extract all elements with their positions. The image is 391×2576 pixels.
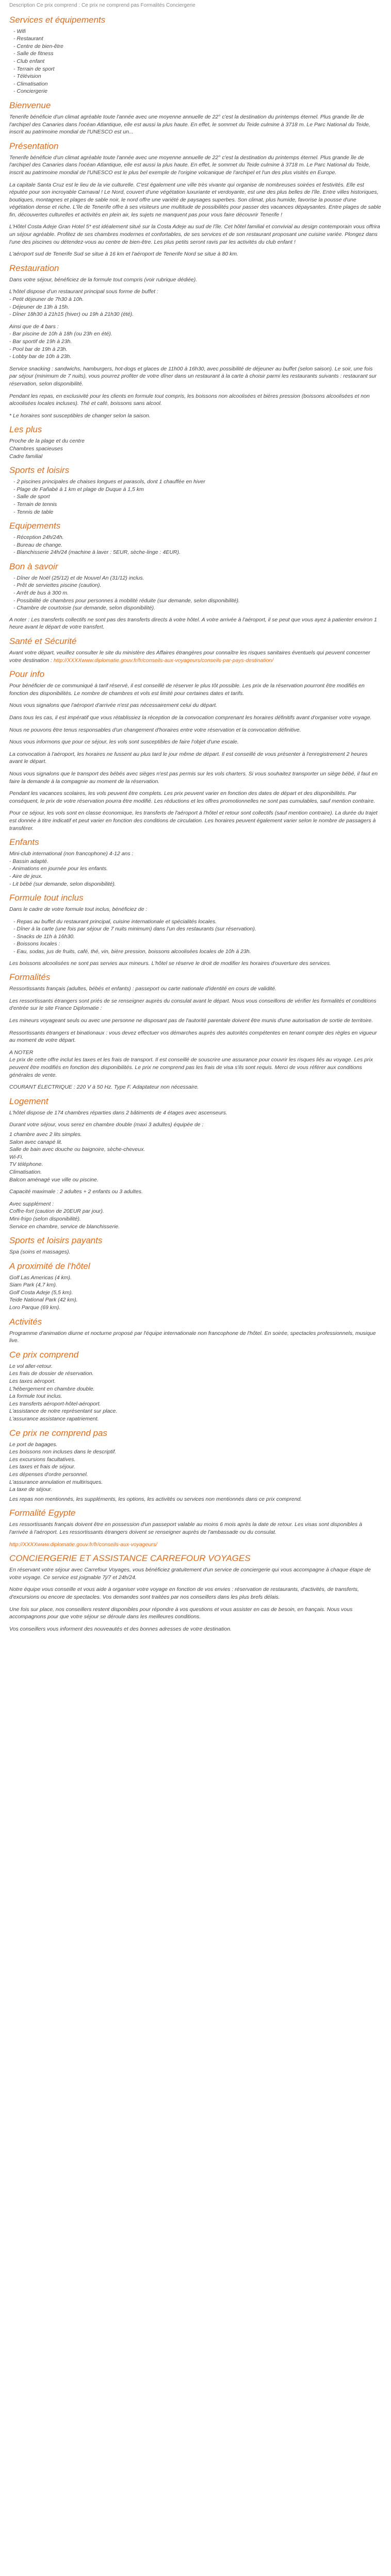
restauration-text: Service snacking : sandwichs, hamburgers, hot-dogs et glaces de 11h00 à 16h30, avec possibilité de déjeuner au buffet (selon saison). Le soir, une fois par séjour (minimum de 7 nuits), vous pourrez profiter de votre dîner dans un restaurant à la carte à choisir parmi les restaurants suivants : restaurant sur réservation, selon disponibilité. (9, 365, 377, 387)
prixcomprend-item: Les frais de dossier de réservation. (9, 1370, 94, 1377)
sports-item: - Salle de sport (13, 493, 382, 501)
bonsavoir-item: - Dîner de Noël (25/12) et de Nouvel An (31/12) inclus. (13, 574, 382, 582)
sante-text-body: Avant votre départ, veuillez consulter le site du ministère des Affaires étrangères pour connaître les risques sanitaires éventuels qui peuvent concerner votre destination : (9, 650, 370, 664)
section-title-plus: Les plus (9, 425, 42, 435)
formalites-paragraph: Ressortissants étrangers et binationaux : vous devez effectuer vos démarches auprès des autorités compétentes en tenant compte des règles en vigueur au moment de votre départ. (9, 1029, 377, 1044)
conciergerie-paragraph: En réservant votre séjour avec Carrefour Voyages, vous bénéficiez gratuitement d'un service de conciergerie qui vous accompagne à chaque étape de votre voyage. Ce service est joignable 7j/7 et 24h/24. (9, 1567, 371, 1581)
logement-item: Salle de bain avec douche ou baignoire, sèche-cheveux. (9, 1146, 145, 1153)
sports-item: - 2 piscines principales de chaises longues et parasols, dont 1 chauffée en hiver (13, 478, 382, 486)
section-title-bienvenue: Bienvenue (9, 100, 51, 110)
pourinfo-paragraph: Pour bénéficier de ce communiqué à tarif réservé, il est conseillé de réserver le plus tôt possible. Les prix de la réservation pourront être modifiés en fonction des disponibilités. Le nombre de chambres et vols est limité pour certaines dates et tarifs. (9, 683, 365, 697)
formuletc-intro: Dans le cadre de votre formule tout inclus, bénéficiez de : (9, 906, 148, 913)
logement-item: Salon avec canapé lit. (9, 1139, 62, 1145)
logement-item: 1 chambre avec 2 lits simples. (9, 1131, 82, 1138)
sportspayants-list (9, 1248, 382, 1256)
prixcomprend-item: Les taxes aéroport. (9, 1378, 56, 1385)
section-title-services: Services et équipements (9, 14, 106, 25)
services-item: - Terrain de sport (13, 65, 382, 73)
anoter-title: A NOTER (9, 1049, 34, 1056)
aproximite-item: Golf Costa Adeje (5,5 km). (9, 1289, 73, 1296)
sante-text (9, 649, 382, 664)
sports-item: - Terrain de tennis (13, 501, 382, 509)
pourinfo-paragraph: Dans tous les cas, il est impératif que vous rétablissiez la réception de la convocation comprenant les horaires définitifs avant d'organiser votre voyage. (9, 715, 372, 721)
restauration-bar-line: - Lobby bar de 10h à 23h. (9, 353, 72, 360)
section-title-conciergerie: CONCIERGERIE ET ASSISTANCE CARREFOUR VOYAGES (9, 1553, 251, 1564)
pourinfo-paragraph: Nous ne pouvons être tenus responsables d'un changement d'horaires entre votre réservation et la convocation définitive. (9, 726, 301, 733)
section-title-prixnecomprend: Ce prix ne comprend pas (9, 1428, 107, 1438)
anoter-text: Le prix de cette offre inclut les taxes et les frais de transport. Il est conseillé de souscrire une assurance pour couvrir les risques liés au voyage. Les prix peuvent être modifiés en fonction des disponibilités. Le prix ne comprend pas les frais de visa s'ils sont requis. Merci de vous référer aux conditions générales de vente. (9, 1057, 373, 1078)
logement-equip-item: Mini-frigo (selon disponibilité). (9, 1215, 81, 1222)
prixnecomprend-item: La taxe de séjour. (9, 1486, 53, 1493)
prixcomprend-item: Le vol aller-retour. (9, 1363, 53, 1369)
enfants-list (9, 850, 382, 888)
pourinfo-paragraph: Pendant les vacances scolaires, les vols peuvent être complets. Les prix peuvent varier en fonction des dates de départ et des disponibilités. Par conséquent, le prix de votre réservation pourra être modifié. Les réductions et les offres promotionnelles ne sont pas cumulables, sauf mention contraire. (9, 790, 376, 804)
bonsavoir-note: A noter : Les transferts collectifs ne sont pas des transferts directs à votre hôtel. A votre arrivée à l'aéroport, il se peut que vous ayez à patienter environ 1 heure avant le départ de votre transfert. (9, 616, 377, 631)
prixnecomprend-item: Les boissons non incluses dans le descriptif. (9, 1449, 117, 1455)
formalites-paragraph: Ressortissants français (adultes, bébés et enfants) : passeport ou carte nationale d'identité en cours de validité. (9, 986, 276, 992)
bonsavoir-item: - Chambre de courtoisie (sur demande, selon disponibilité). (13, 604, 382, 612)
logement-equip-item: Coffre-fort (caution de 20EUR par jour). (9, 1208, 104, 1215)
section-title-prixcomprend: Ce prix comprend (9, 1349, 79, 1360)
formalites-paragraph: Les ressortissants étrangers sont priés de se renseigner auprès du consulat avant le départ. Nous vous conseillons de vérifier les formalités et conditions d'entrée sur le site France Diplomatie : (9, 997, 377, 1012)
section-title-activites: Activités (9, 1316, 42, 1327)
restauration-bar-line: - Bar sportif de 19h à 23h. (9, 338, 72, 345)
bonsavoir-item: - Possibilité de chambres pour personnes à mobilité réduite (sur demande, selon disponibilité). (13, 597, 382, 605)
section-title-pourinfo: Pour info (9, 669, 45, 680)
section-title-formalites: Formalités (9, 972, 51, 982)
pourinfo-paragraph: Nous vous signalons que l'aéroport d'arrivée n'est pas nécessairement celui du départ. (9, 702, 217, 709)
restauration-hour-line: - Dîner 18h30 à 21h15 (hiver) ou 19h à 21h30 (été). (9, 311, 134, 318)
enfants-item: - Aire de jeux. (9, 873, 43, 879)
bonsavoir-list (9, 574, 382, 612)
presentation-paragraph: L'Hôtel Costa Adeje Gran Hotel 5* est idéalement situé sur la Costa Adeje au sud de l'île. Cet hôtel familial et convivial au design contemporain vous offrira un séjour agréable. Profitez de ses chambres modernes et confortables, de ses services et de son restaurant proposant une cuisine variée. Plongez dans l'une des piscines ou détendez-vous au centre de bien-être. Les plus petits seront ravis par les activités du club enfant ! (9, 224, 380, 245)
formalites-paragraphs (9, 985, 382, 1044)
logement-equip: Avec supplément : (9, 1200, 54, 1207)
enfants-item: Mini-club international (non francophone) 4-12 ans : (9, 851, 134, 857)
prixnecomprend-list (9, 1441, 382, 1494)
services-list (9, 28, 382, 95)
restauration-text: L'hôtel dispose d'un restaurant principal sous forme de buffet : (9, 289, 158, 295)
formaliteegypte-link-line (9, 1541, 382, 1549)
equipements-item: - Blanchisserie 24h/24 (machine à laver : 5EUR, sèche-linge : 4EUR). (13, 549, 382, 556)
restauration-hour-line: - Déjeuner de 13h à 15h. (9, 303, 70, 310)
equipements-item: - Bureau de change. (13, 541, 382, 549)
pourinfo-paragraph: Nous vous signalons que le transport des bébés avec sièges n'est pas permis sur les vols charters. Si vous souhaitez transporter un siège bébé, il faut en faire la demande à la compagnie au moment de la réservation. (9, 770, 378, 785)
aproximite-item: Teide National Park (42 km). (9, 1297, 78, 1303)
page (9, 0, 382, 1633)
prixnecomprend-item: L'assurance annulation et multirisques. (9, 1479, 103, 1485)
logement-intro: L'hôtel dispose de 174 chambres réparties dans 2 bâtiments de 4 étages avec ascenseurs. (9, 1109, 227, 1116)
section-title-presentation: Présentation (9, 141, 59, 151)
formuletc-item: - Dîner à la carte (une fois par séjour de 7 nuits minimum) dans l'un des restaurants (sur réservation). (13, 925, 382, 933)
formuletc-item: - Eau, sodas, jus de fruits, café, thé, vin, bière pression, boissons alcoolisées locales de 10h à 23h. (13, 948, 382, 956)
formuletc-list (9, 918, 382, 956)
bonsavoir-item: - Arrêt de bus à 300 m. (13, 589, 382, 597)
services-item: - Restaurant (13, 35, 382, 43)
breadcrumb: Description Ce prix comprend : Ce prix ne comprend pas Formalités Conciergerie (9, 3, 196, 8)
restauration-bars (9, 330, 382, 360)
section-title-formaliteegypte: Formalité Egypte (9, 1508, 76, 1518)
section-title-sante: Santé et Sécurité (9, 636, 77, 647)
restauration-intro: Dans votre séjour, bénéficiez de la formule tout compris (voir rubrique dédiée). (9, 276, 198, 283)
prixcomprend-item: L'assistance de notre représentant sur place. (9, 1408, 118, 1415)
restauration-bar-line: - Bar piscine de 10h à 18h (ou 23h en été). (9, 331, 112, 337)
presentation-paragraph: Tenerife bénéficie d'un climat agréable toute l'année avec une moyenne annuelle de 22° c'est la destination du printemps éternel. Plus grande île de l'archipel des Canaries dans l'océan Atlantique, elle est aussi la plus haute. En effet, le sommet du Teide culmine à 3718 m. Le Parc National du Teide, inscrit au patrimoine mondial de l'UNESCO est le plus bel exemple de l'origine volcanique de l'archipel et l'un des plus visités en Europe. (9, 154, 370, 176)
services-item: - Conciergerie (13, 88, 382, 95)
formuletc-item: - Boissons locales : (13, 940, 382, 948)
sports-item: - Plage de Fañabé à 1 km et plage de Duque à 1,5 km (13, 486, 382, 494)
formaliteegypte-text: Les ressortissants français doivent être en possession d'un passeport valable au moins 6 mois après la date de retour. Les visas sont disponibles à l'arrivée à l'aéroport. Les ressortissants étrangers doivent se renseigner auprès de l'ambassade ou du consulat. (9, 1521, 362, 1535)
plus-item: Proche de la plage et du centre (9, 438, 85, 445)
restauration-note: * Le horaires sont susceptibles de changer selon la saison. (9, 412, 151, 419)
aproximite-item: Siam Park (4,7 km). (9, 1282, 57, 1289)
equipements-list (9, 534, 382, 556)
sports-list (9, 478, 382, 516)
logement-item: Wi-Fi. (9, 1154, 24, 1160)
aproximite-item: Loro Parque (69 km). (9, 1304, 61, 1311)
restauration-text: Ainsi que de 4 bars : (9, 323, 59, 330)
equipements-item: - Réception 24h/24h. (13, 534, 382, 541)
enfants-item: - Animations en journée pour les enfants. (9, 866, 108, 872)
prixnecomprend-item: Les excursions facultatives. (9, 1456, 76, 1463)
restauration-hours (9, 296, 382, 318)
pourinfo-paragraph: Pour ce séjour, les vols sont en classe économique, les transferts de l'aéroport à l'hôtel et retour sont collectifs (sauf mention contraire). La durée du trajet est donnée à titre indicatif et peut varier en fonction des conditions de circulation. Les horaires peuvent également varier selon le nombre de passagers à transférer. (9, 810, 378, 832)
prixnecomprend-item: Les taxes et frais de séjour. (9, 1464, 76, 1470)
formuletc-item: - Repas au buffet du restaurant principal, cuisine internationale et spécialités locales. (13, 918, 382, 926)
logement-sub: Durant votre séjour, vous serez en chambre double (maxi 3 adultes) équipée de : (9, 1122, 204, 1128)
prixnecomprend-note: Les repas non mentionnés, les suppléments, les options, les activités ou services non mentionnés dans ce prix comprend. (9, 1496, 302, 1502)
services-item: - Club enfant (13, 58, 382, 65)
logement-equip-item: Service en chambre, service de blanchisserie. (9, 1223, 120, 1230)
services-item: - Salle de fitness (13, 50, 382, 58)
pourinfo-paragraph: La convocation à l'aéroport, les horaires ne fussent au plus tard le jour même de départ. Il est conseillé de vous présenter à l'enregistrement 2 heures avant le départ. (9, 751, 368, 765)
sports-item: - Tennis de table (13, 509, 382, 516)
activites-text: Programme d'animation diurne et nocturne proposé par l'équipe internationale non francophone de l'hôtel. En soirée, spectacles professionnels, musique live. (9, 1330, 376, 1344)
pourinfo-paragraphs (9, 682, 382, 832)
services-item: - Télévision (13, 73, 382, 80)
section-title-aproximite: A proximité de l'hôtel (9, 1261, 90, 1271)
section-title-formuletc: Formule tout inclus (9, 893, 84, 903)
formaliteegypte-link[interactable]: http://XXXXwww.diplomatie.gouv.fr/fr/conseils-aux-voyageurs/ (9, 1541, 157, 1548)
section-title-restauration: Restauration (9, 263, 59, 273)
prixcomprend-item: L'hébergement en chambre double. (9, 1385, 95, 1392)
aproximite-item: Golf Las Americas (4 km). (9, 1274, 72, 1281)
sante-link[interactable]: http://XXXXwww.diplomatie.gouv.fr/fr/conseils-aux-voyageurs/conseils-par-pays-destination/ (53, 657, 274, 664)
section-title-enfants: Enfants (9, 837, 39, 848)
logement-equip-list (9, 1208, 382, 1230)
logement-capacity: Capacité maximale : 2 adultes + 2 enfants ou 3 adultes. (9, 1189, 143, 1195)
prixcomprend-list (9, 1363, 382, 1423)
section-title-sportspayants: Sports et loisirs payants (9, 1235, 103, 1246)
restauration-text: Pendant les repas, en exclusivité pour les clients en formule tout compris, les boissons non alcoolisées et bières pression (boissons alcoolisées et non alcoolisées locales incluses). Thé et café, boissons sans alcool. (9, 393, 370, 407)
courant-text: COURANT ÉLECTRIQUE : 220 V à 50 Hz. Type F. Adaptateur non nécessaire. (9, 1084, 199, 1091)
section-title-bonsavoir: Bon à savoir (9, 561, 58, 571)
plus-item: Chambres spacieuses (9, 445, 63, 452)
conciergerie-paragraph: Notre équipe vous conseille et vous aide à organiser votre voyage en fonction de vos envies : réservation de restaurants, d'activités, de transferts, d'excursions ou encore de spectacles. Vos demandes sont traitées par nos conseillers dans les plus brefs délais. (9, 1586, 359, 1600)
prixcomprend-item: Les transferts aéroport-hôtel-aéroport. (9, 1400, 101, 1407)
prixcomprend-item: La formule tout inclus. (9, 1393, 62, 1400)
bonsavoir-item: - Prêt de serviettes piscine (caution). (13, 582, 382, 589)
plus-item: Cadre familial (9, 453, 43, 460)
section-title-logement: Logement (9, 1096, 48, 1106)
enfants-item: - Lit bébé (sur demande, selon disponibilité). (9, 880, 116, 887)
presentation-paragraph: La capitale Santa Cruz est le lieu de la vie culturelle. C'est également une ville très vivante qui organise de nombreuses soirées et festivités. Elle est réputée pour son incroyable Carnaval ! Le Nord, couvert d'une végétation luxuriante et verdoyante, est une des plus belles de l'île. Entre villes historiques, boutiques, montagnes et plages de sable noir, le nord offre une variété de paysages superbes. Son climat, plus humide, favorise la pousse d'une végétation dense et riche. L'île de Tenerife offre à ses visiteurs une multitude de possibilités pour passer des vacances dépaysantes. Entre plages de sable fin, découvertes culturelles et activités en plein air, les sujets ne manquent pas pour vous faire découvrir Tenerife ! (9, 181, 381, 218)
conciergerie-paragraph: Vos conseillers vous informent des nouveautés et des bonnes adresses de votre destination. (9, 1625, 232, 1632)
bienvenue-text: Tenerife bénéficie d'un climat agréable toute l'année avec une moyenne annuelle de 22° c'est la destination du printemps éternel. Plus grande île de l'archipel des Canaries dans l'océan Atlantique, elle est aussi la plus haute. En effet, le sommet du Teide culmine à 3718 m. Le Parc National du Teide, inscrit au patrimoine mondial de l'UNESCO est un... (9, 113, 370, 135)
prixnecomprend-item: Les dépenses d'ordre personnel. (9, 1471, 88, 1478)
prixcomprend-item: L'assurance assistance rapatriement. (9, 1416, 99, 1422)
restauration-hour-line: - Petit déjeuner de 7h30 à 10h. (9, 296, 84, 303)
aproximite-list (9, 1274, 382, 1312)
formalites-paragraph: Les mineurs voyageant seuls ou avec une personne ne disposant pas de l'autorité parentale doivent être munis d'une autorisation de sortie de territoire. (9, 1018, 373, 1024)
services-item: - Climatisation (13, 80, 382, 88)
logement-item: TV téléphone. (9, 1161, 43, 1168)
logement-list (9, 1131, 382, 1183)
restauration-bar-line: - Pool bar de 19h à 23h. (9, 346, 68, 352)
presentation-paragraph: L'aéroport sud de Tenerife Sud se situe à 16 km et l'aéroport de Tenerife Nord se situe à 80 km. (9, 251, 238, 258)
plus-list (9, 437, 382, 460)
services-item: - Centre de bien-être (13, 43, 382, 50)
sportspayants-item: Spa (soins et massages). (9, 1249, 71, 1256)
formuletc-item: - Snacks de 11h à 16h30. (13, 933, 382, 941)
logement-item: Climatisation. (9, 1168, 42, 1175)
conciergerie-paragraphs (9, 1566, 382, 1633)
section-title-sports: Sports et loisirs (9, 465, 70, 476)
logement-item: Balcon aménagé vue ville ou piscine. (9, 1176, 99, 1183)
pourinfo-paragraph: Nous vous informons que pour ce séjour, les vols sont susceptibles de faire l'objet d'une escale. (9, 739, 239, 745)
formuletc-note: Les boissons alcoolisées ne sont pas servies aux mineurs. L'hôtel se réserve le droit de modifier les horaires d'ouverture des services. (9, 960, 331, 967)
prixnecomprend-item: Le port de bagages. (9, 1441, 58, 1448)
enfants-item: - Bassin adapté. (9, 858, 48, 865)
services-item: - Wifi (13, 28, 382, 36)
conciergerie-paragraph: Une fois sur place, nos conseillers restent disponibles pour répondre à vos questions et vous assister en cas de besoin, en français. Nous vous accompagnons pour que votre séjour se déroule dans les meilleures conditions. (9, 1606, 353, 1620)
section-title-equipements: Equipements (9, 521, 61, 531)
